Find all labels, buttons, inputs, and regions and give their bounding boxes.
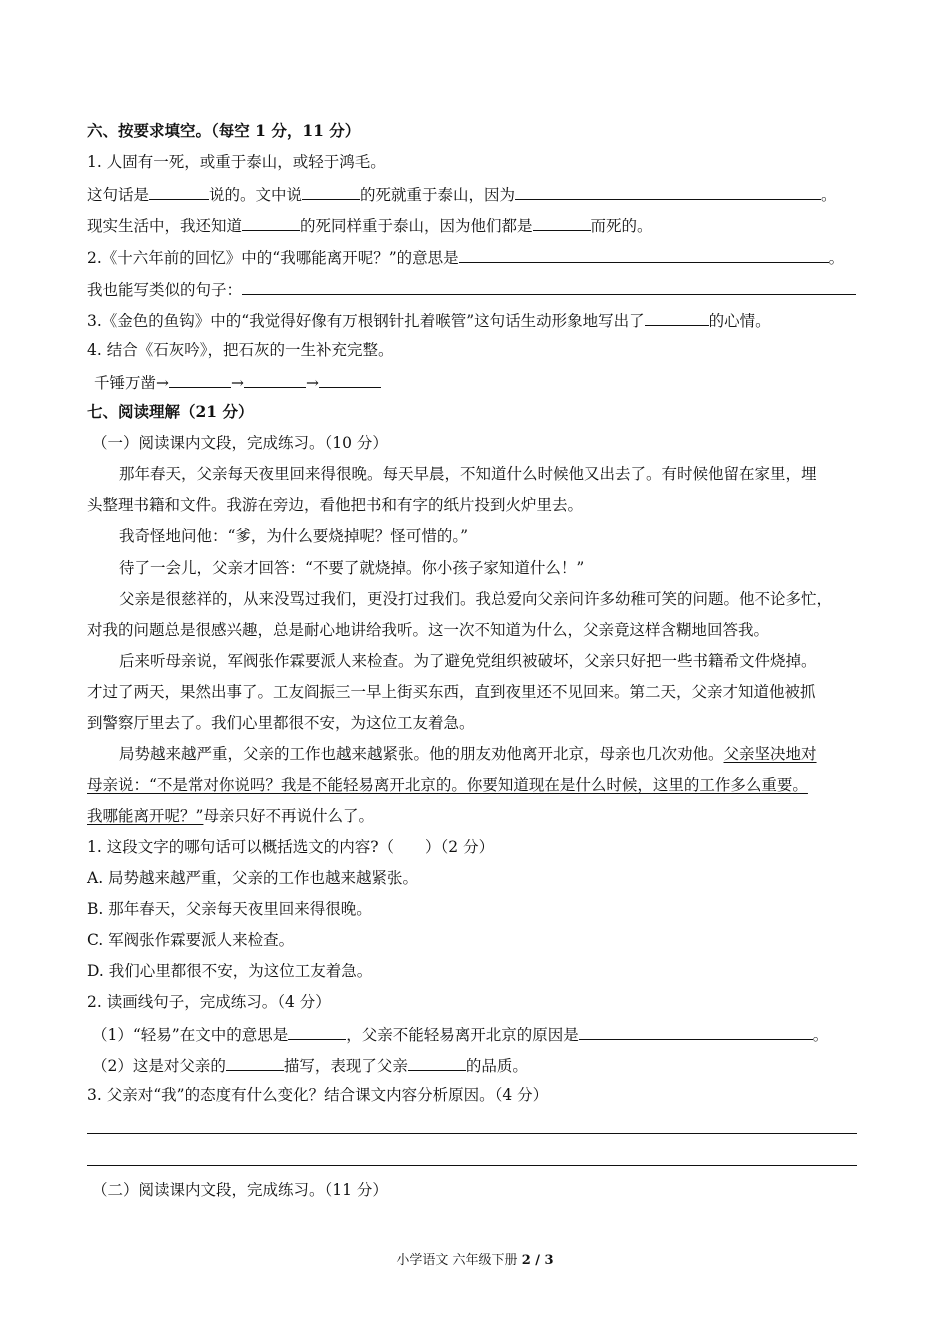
- passage-p5-line2: 才过了两天，果然出事了。工友阎振三一早上街买东西，直到夜里还不见回来。第二天，父亲才知道他被抓: [87, 683, 816, 701]
- q3-line: 3.《金色的鱼钩》中的“我觉得好像有万根钢针扎着喉管”这句话生动形象地写出了 的心情。: [87, 309, 771, 331]
- answer-line[interactable]: [87, 1165, 857, 1166]
- passage-p1-line1: 那年春天，父亲每天夜里回来得很晚。每天早晨，不知道什么时候他又出去了。有时候他留在家里，埋: [119, 465, 817, 483]
- blank[interactable]: [459, 246, 829, 263]
- blank[interactable]: [533, 214, 591, 231]
- reading-q3: 3. 父亲对“我”的态度有什么变化？结合课文内容分析原因。（4 分）: [87, 1086, 549, 1104]
- passage-p6-line3: 我哪能离开呢？”母亲只好不再说什么了。: [87, 807, 374, 825]
- passage-p4-line1: 父亲是很慈祥的，从来没骂过我们，更没打过我们。我总爱向父亲问许多幼稚可笑的问题。他不论多忙，: [119, 590, 833, 608]
- blank[interactable]: [408, 1054, 466, 1071]
- option-b[interactable]: B. 那年春天，父亲每天夜里回来得很晚。: [87, 900, 372, 918]
- passage-p1-line2: 头整理书籍和文件。我游在旁边，看他把书和有字的纸片投到火炉里去。: [87, 496, 584, 514]
- q4-line: 4. 结合《石灰吟》，把石灰的一生补充完整。: [87, 341, 394, 359]
- passage-p6-line1: 局势越来越严重，父亲的工作也越来越紧张。他的朋友劝他离开北京，母亲也几次劝他。父亲坚决地对: [119, 745, 817, 763]
- blank[interactable]: [515, 183, 821, 200]
- passage-p2: 我奇怪地问他：“爹，为什么要烧掉呢？怪可惜的。”: [119, 527, 469, 545]
- blank[interactable]: [244, 371, 306, 388]
- underlined-sentence: 父亲坚决地对: [723, 745, 817, 763]
- blank[interactable]: [645, 309, 709, 326]
- q1-fill-line-1: 这句话是 说的。文中说 的死就重于泰山，因为 。: [87, 183, 837, 205]
- reading-q2-2: （2）这是对父亲的 描写，表现了父亲 的品质。: [92, 1054, 528, 1076]
- underlined-sentence: 我哪能离开呢？”: [87, 807, 204, 825]
- passage-p6-line2: 母亲说：“不是常对你说吗？我是不能轻易离开北京的。你要知道现在是什么时候，这里的工作多么重要。: [87, 776, 808, 794]
- page-footer: 小学语文 六年级下册 2 / 3: [396, 1253, 554, 1268]
- passage-p5-line1: 后来听母亲说，军阀张作霖要派人来检查。为了避免党组织被破坏，父亲只好把一些书籍希文件烧掉。: [119, 652, 817, 670]
- blank[interactable]: [319, 371, 381, 388]
- blank[interactable]: [579, 1023, 813, 1040]
- reading-q1: 1. 这段文字的哪句话可以概括选文的内容?（ ）（2 分）: [87, 838, 495, 856]
- blank[interactable]: [226, 1054, 284, 1071]
- option-c[interactable]: C. 军阀张作霖要派人来检查。: [87, 931, 295, 949]
- page-number: 2 / 3: [521, 1253, 554, 1268]
- blank[interactable]: [149, 183, 209, 200]
- reading-q2-1: （1）“轻易”在文中的意思是 ，父亲不能轻易离开北京的原因是 。: [92, 1023, 828, 1045]
- section-seven-heading: 七、阅读理解（21 分）: [87, 402, 254, 421]
- q1-quote: 1. 人固有一死，或重于泰山，或轻于鸿毛。: [87, 153, 386, 171]
- part-one-title: （一）阅读课内文段，完成练习。（10 分）: [92, 434, 388, 452]
- reading-q2: 2. 读画线句子，完成练习。（4 分）: [87, 993, 331, 1011]
- part-two-title: （二）阅读课内文段，完成练习。（11 分）: [92, 1181, 388, 1199]
- option-d[interactable]: D. 我们心里都很不安，为这位工友着急。: [87, 962, 373, 980]
- blank[interactable]: [242, 278, 856, 295]
- passage-p4-line2: 对我的问题总是很感兴趣，总是耐心地讲给我听。这一次不知道为什么，父亲竟这样含糊地回答我。: [87, 621, 770, 639]
- q4-chain: 千锤万凿→ → →: [94, 371, 381, 393]
- passage-p5-line3: 到警察厅里去了。我们心里都很不安，为这位工友着急。: [87, 714, 475, 732]
- blank[interactable]: [288, 1023, 346, 1040]
- blank[interactable]: [242, 214, 300, 231]
- q1-fill-line-2: 现实生活中，我还知道 的死同样重于泰山，因为他们都是 而死的。: [87, 214, 653, 236]
- blank[interactable]: [302, 183, 360, 200]
- section-six-heading: 六、按要求填空。（每空 1 分，11 分）: [87, 121, 361, 140]
- passage-p3: 待了一会儿，父亲才回答：“不要了就烧掉。你小孩子家知道什么！”: [119, 559, 585, 577]
- q2-line: 2.《十六年前的回忆》中的“我哪能离开呢？”的意思是 。: [87, 246, 844, 268]
- answer-line[interactable]: [87, 1133, 857, 1134]
- option-a[interactable]: A. 局势越来越严重，父亲的工作也越来越紧张。: [87, 869, 419, 887]
- blank[interactable]: [169, 371, 231, 388]
- q2-example-line: 我也能写类似的句子：: [87, 278, 856, 300]
